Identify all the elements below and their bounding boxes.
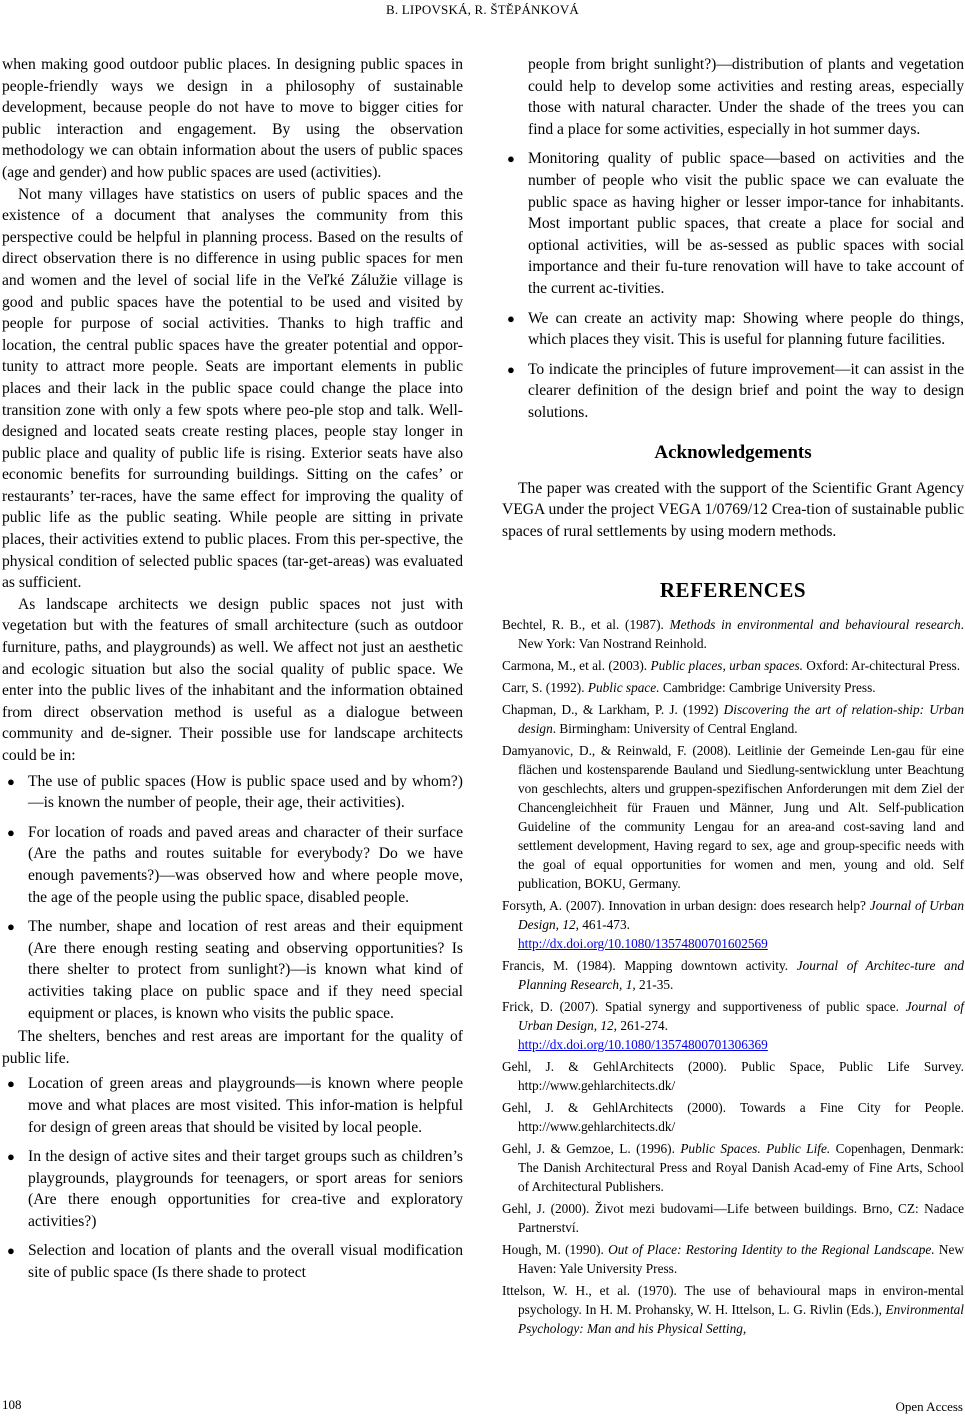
bullet-icon: ● [7, 1243, 15, 1259]
list-item [2, 1073, 463, 1138]
list-item [2, 822, 463, 908]
reference-entry [502, 896, 964, 953]
reference-source: Journal of Urban Design, 12, [518, 898, 964, 933]
reference-text: Forsyth, A. (2007). Innovation in urban design: does research help? [502, 898, 870, 914]
paragraph: As landscape architects we design public spaces not just with vegetation but with the features of small architecture (such as outdoor furniture, paths, and playgrounds) as well. We affect not just an aesthetic and ecologic situation but also the social quality of public space. We enter into the public lives of the inhabitant and the information obtained from direct observation method is useful as a dialogue between community and de-signer. Their possible use for landscape architects could be in: [2, 595, 463, 764]
bullet-icon: ● [7, 1149, 15, 1165]
list-item-text: people from bright sunlight?)—distribution of plants and vegetation could help to develop some activities and resting areas, especially those with natural character. Under the shade of the trees you can find a place for some activities, especially in hot summer days. [528, 56, 964, 138]
left-column [2, 54, 463, 1292]
reference-text: 461-473. [578, 917, 630, 933]
reference-text: Bechtel, R. B., et al. (1987). [502, 617, 670, 633]
reference-text: . Birmingham: University of Central England. [552, 721, 798, 737]
open-access-label: Open Access [895, 1399, 963, 1414]
references-list [502, 615, 964, 1338]
acknowledgements-text: The paper was created with the support of the Scientific Grant Agency VEGA under the project VEGA 1/0769/12 Crea-tion of sustainable public spaces of rural settlements by using modern methods. [502, 479, 964, 540]
list-item-text: Location of green areas and playgrounds—is known where people move and what places are most visited. This infor-mation is helpful for design of green areas that should be visited by local people. [28, 1075, 463, 1136]
bullet-icon: ● [7, 1076, 15, 1092]
bullet-list [502, 54, 964, 424]
right-column [502, 54, 964, 1341]
page-number: 108 [2, 1397, 22, 1412]
list-item [2, 771, 463, 814]
reference-text: Hough, M. (1990). [502, 1242, 609, 1258]
list-item [502, 54, 964, 140]
bullet-icon: ● [7, 919, 15, 935]
reference-source: Environmental Psychology: Man and his Physical Setting, [518, 1302, 964, 1337]
bullet-icon: ● [507, 310, 515, 326]
reference-text: Gehl, J. & GehlArchitects (2000). Public Space, Public Life Survey. http://www.gehlarchitects.dk/ [502, 1059, 964, 1094]
reference-text: Gehl, J. (2000). Život mezi budovami—Life between buildings. Brno, CZ: Nadace Partnerství. [502, 1201, 964, 1236]
list-item-text: Monitoring quality of public space—based on activities and the number of people who visit the public space we can evaluate the public space as having higher or lesser impor-tance for inhabitants. Most important public spaces, that create a place for social and optional activities, will be as-sessed as public spaces with social importance and their fu-ture renovation will have to take account of the current ac-tivities. [528, 150, 964, 297]
list-item [502, 359, 964, 424]
list-item-text: For location of roads and paved areas and character of their surface (Are the paths and routes suitable for everybody? Do we have enough pavements?)—was observed how and where people move, the age of the people using the public space, disabled people. [28, 823, 463, 906]
bullet-icon: ● [507, 151, 515, 167]
acknowledgements-heading: Acknowledgements [654, 441, 812, 463]
reference-source: Public Spaces. Public Life. [680, 1141, 831, 1157]
reference-text: Gehl, J. & Gemzoe, L. (1996). [502, 1141, 681, 1157]
references-heading: REFERENCES [659, 578, 807, 603]
running-head: B. LIPOVSKÁ, R. ŠTĚPÁNKOVÁ [386, 2, 579, 17]
reference-entry [502, 741, 964, 893]
reference-entry [502, 615, 964, 653]
reference-text: Copenhagen, Denmark: The Danish Architectural Press and Royal Danish Acad-emy of Fine Arts, School of Architectural Publishers. [518, 1141, 964, 1195]
reference-source: Journal of Urban Design, 12, [518, 999, 964, 1034]
reference-text: Francis, M. (1984). Mapping downtown activity. [502, 958, 797, 974]
reference-text: Carr, S. (1992). [502, 680, 588, 696]
bullet-list [2, 1073, 463, 1283]
reference-source: Public space. [587, 680, 660, 696]
reference-entry [502, 1139, 964, 1196]
reference-text: Chapman, D., & Larkham, P. J. (1992) [502, 702, 724, 718]
reference-entry [502, 997, 964, 1054]
bullet-icon: ● [7, 824, 15, 840]
reference-text: New Haven: Yale University Press. [518, 1242, 964, 1277]
bullet-icon: ● [507, 361, 515, 377]
list-item-text: The number, shape and location of rest areas and their equipment (Are there enough resting seating and observing opportunities? Is there shelter to protect from sunlight?)—is known what kind of activities taking place on public space and if they need special equipment or places, is known who visits the public space. [28, 918, 463, 1022]
reference-entry [502, 956, 964, 994]
reference-text: Oxford: Ar-chitectural Press. [802, 658, 961, 674]
reference-source: Journal of Architec-ture and Planning Research, 1, [518, 958, 964, 993]
paragraph: when making good outdoor public places. In designing public spaces in people-friendly ways we design in a philosophy of sustainable development, because people do not have to move to bigger cities for public interaction and engagement. By using the observation methodology we can obtain information about the users of public spaces (age and gender) and how public spaces are used (activities). [2, 56, 463, 181]
list-item-text: To indicate the principles of future improvement—it can assist in the clearer definition of the design brief and point the way to design solutions. [528, 360, 964, 421]
reference-text: 261-274. [617, 1018, 668, 1034]
reference-text: Ittelson, W. H., et al. (1970). The use of behavioural maps in environ-mental psychology. In H. M. Prohansky, W. H. Ittelson, L. G. Rivlin (Eds.), [502, 1283, 964, 1318]
list-item-text: In the design of active sites and their target groups such as children’s playgrounds, playgrounds for teenagers, or sport areas for seniors (Are there enough opportunities for crea-tive and exploratory activities?) [28, 1148, 463, 1230]
paragraph: The shelters, benches and rest areas are important for the quality of public life. [2, 1028, 463, 1067]
reference-entry [502, 1199, 964, 1237]
bullet-icon: ● [7, 773, 15, 789]
reference-text: Cambridge: Cambrige University Press. [659, 680, 876, 696]
reference-source: Discovering the art of relation-ship: Urban design [518, 702, 964, 737]
reference-source: Out of Place: Restoring Identity to the Regional Landscape. [608, 1242, 935, 1258]
reference-text: Frick, D. (2007). Spatial synergy and supportiveness of public space. [502, 999, 906, 1015]
reference-entry [502, 1098, 964, 1136]
list-item [2, 1240, 463, 1283]
reference-text: . New York: Van Nostrand Reinhold. [518, 617, 964, 652]
list-item-text: Selection and location of plants and the overall visual modification site of public space (Is there shade to protect [28, 1242, 463, 1282]
reference-text: Damyanovic, D., & Reinwald, F. (2008). Leitlinie der Gemeinde Len-gau für eine flächen und kostensparende Bauland und Siedlung-sentwicklung unter Beachtung von geschlechts, alters und gruppen-spezifischen Anforderungen mit dem Ziel der Chancengleichheit für Frauen und Männer, Jung und Alt. Self-publication Guideline of the community Lengau for an area-and cost-saving land and settlement development, Having regard to sex, age and group-specific needs with the goal of equal opportunities for women and men, young and old. Self publication, BOKU, Germany. [502, 743, 964, 892]
reference-entry [502, 1240, 964, 1278]
paragraph: Not many villages have statistics on users of public spaces and the existence of a document that analyses the community from this perspective could be helpful in planning process. Based on the results of direct observation there is no difference in using public spaces for men and women and the level of social life in the Veľké Zálužie village is good and public spaces have the potential to be used and visited by people for purpose of social activities. Thanks to high traffic and location, the central public spaces have the greater potential and oppor-tunity to attract more people. Seats are important elements in public places and their lack in the public space could change the place into transition zone with only a few spots where peo-ple stop and talk. Well-designed and located seats create resting places, people stay longer in public place and quality of public life is rising. Exterior seats have also economic benefits for surrounding buildings. Sitting on the cafes’ or restaurants’ ter-races, have the same effect for improving the quality of public life as the public seating. While people are sitting in private places, their activities extend to public places. From this per-spective, the physical condition of selected public spaces (tar-get-areas) was evaluated as sufficient. [2, 185, 463, 592]
list-item-text: We can create an activity map: Showing where people do things, which places they visit. This is useful for planning future facilities. [528, 309, 964, 349]
reference-text: Gehl, J. & GehlArchitects (2000). Towards a Fine City for People. http://www.gehlarchitects.dk/ [502, 1100, 964, 1135]
doi-link[interactable]: http://dx.doi.org/10.1080/13574800701602569 [518, 936, 768, 952]
reference-entry [502, 700, 964, 738]
reference-source: Methods in environmental and behavioural research [669, 617, 961, 633]
list-item [2, 1146, 463, 1232]
reference-text: 21-35. [635, 977, 674, 993]
list-item [502, 308, 964, 351]
reference-entry [502, 656, 964, 675]
list-item [2, 916, 463, 1024]
list-item [502, 148, 964, 299]
list-item-text: The use of public spaces (How is public space used and by whom?)—is known the number of people, their age, their activities). [28, 772, 463, 812]
reference-entry [502, 1281, 964, 1338]
reference-entry [502, 678, 964, 697]
reference-text: Carmona, M., et al. (2003). [502, 658, 651, 674]
doi-link[interactable]: http://dx.doi.org/10.1080/13574800701306369 [518, 1037, 768, 1053]
reference-source: Public places, urban spaces. [650, 658, 803, 674]
bullet-list [2, 771, 463, 1025]
reference-entry [502, 1057, 964, 1095]
